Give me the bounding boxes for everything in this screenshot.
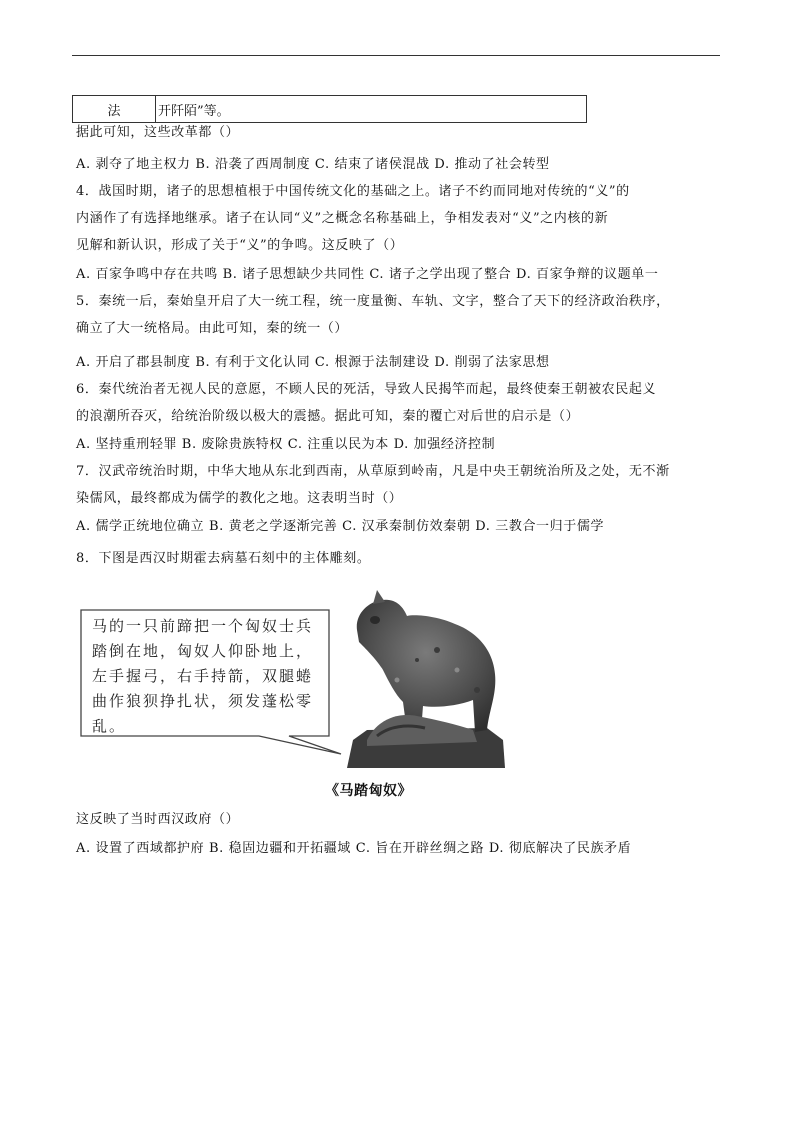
stone-horse-statue-image [337, 590, 507, 770]
q4-stem-line1: 4．战国时期，诸子的思想植根于中国传统文化的基础之上。诸子不约而同地对传统的“义”的 [76, 184, 630, 199]
reform-table-row [72, 95, 587, 123]
q4-stem-line2: 内涵作了有选择地继承。诸子在认同“义”之概念名称基础上，争相发表对“义”之内核的新 [76, 211, 609, 226]
q8-stem-line1: 8．下图是西汉时期霍去病墓石刻中的主体雕刻。 [76, 551, 371, 566]
q5-options: A. 开启了郡县制度 B. 有利于文化认同 C. 根源于法制建设 D. 削弱了法家思想 [76, 355, 550, 370]
q3-stem-tail: 据此可知，这些改革都（） [76, 125, 240, 140]
table-cell-category: 法 [73, 96, 156, 122]
q6-stem-line2: 的浪潮所吞灭，给统治阶级以极大的震撼。据此可知，秦的覆亡对后世的启示是（） [76, 409, 580, 424]
q6-options: A. 坚持重刑轻罪 B. 废除贵族特权 C. 注重以民为本 D. 加强经济控制 [76, 437, 496, 452]
q7-options: A. 儒学正统地位确立 B. 黄老之学逐渐完善 C. 汉承秦制仿效秦朝 D. 三教合一归于儒学 [76, 519, 605, 534]
horse-trampling-xiongnu-figure [75, 590, 515, 800]
q7-stem-line1: 7．汉武帝统治时期，中华大地从东北到西南，从草原到岭南，凡是中央王朝统治所及之处，无不渐 [76, 464, 670, 479]
q3-options: A. 剥夺了地主权力 B. 沿袭了西周制度 C. 结束了诸侯混战 D. 推动了社会转型 [76, 157, 550, 172]
q5-stem-line1: 5．秦统一后，秦始皇开启了大一统工程，统一度量衡、车轨、文字，整合了天下的经济政治秩序， [76, 294, 670, 309]
q6-stem-line1: 6．秦代统治者无视人民的意愿，不顾人民的死活，导致人民揭竿而起，最终使秦王朝被农民起义 [76, 382, 657, 397]
q4-stem-line3: 见解和新认识，形成了关于“义”的争鸣。这反映了（） [76, 238, 404, 253]
q8-options: A. 设置了西域都护府 B. 稳固边疆和开拓疆域 C. 旨在开辟丝绸之路 D. 彻底解决了民族矛盾 [76, 841, 632, 856]
table-cell-content: 开阡陌”等。 [158, 103, 230, 119]
q7-stem-line2: 染儒风，最终都成为儒学的教化之地。这表明当时（） [76, 491, 403, 506]
q8-stem-tail: 这反映了当时西汉政府（） [76, 812, 240, 827]
header-rule [72, 55, 720, 56]
figure-caption: 《马踏匈奴》 [325, 783, 412, 799]
bubble-description: 马的一只前蹄把一个匈奴士兵踏倒在地，匈奴人仰卧地上，左手握弓，右手持箭，双腿蜷曲作狼狈挣扎状，须发蓬松零乱。 [92, 617, 314, 735]
q4-options: A. 百家争鸣中存在共鸣 B. 诸子思想缺少共同性 C. 诸子之学出现了整合 D. 百家争辩的议题单一 [76, 267, 659, 282]
q5-stem-line2: 确立了大一统格局。由此可知，秦的统一（） [76, 321, 349, 336]
